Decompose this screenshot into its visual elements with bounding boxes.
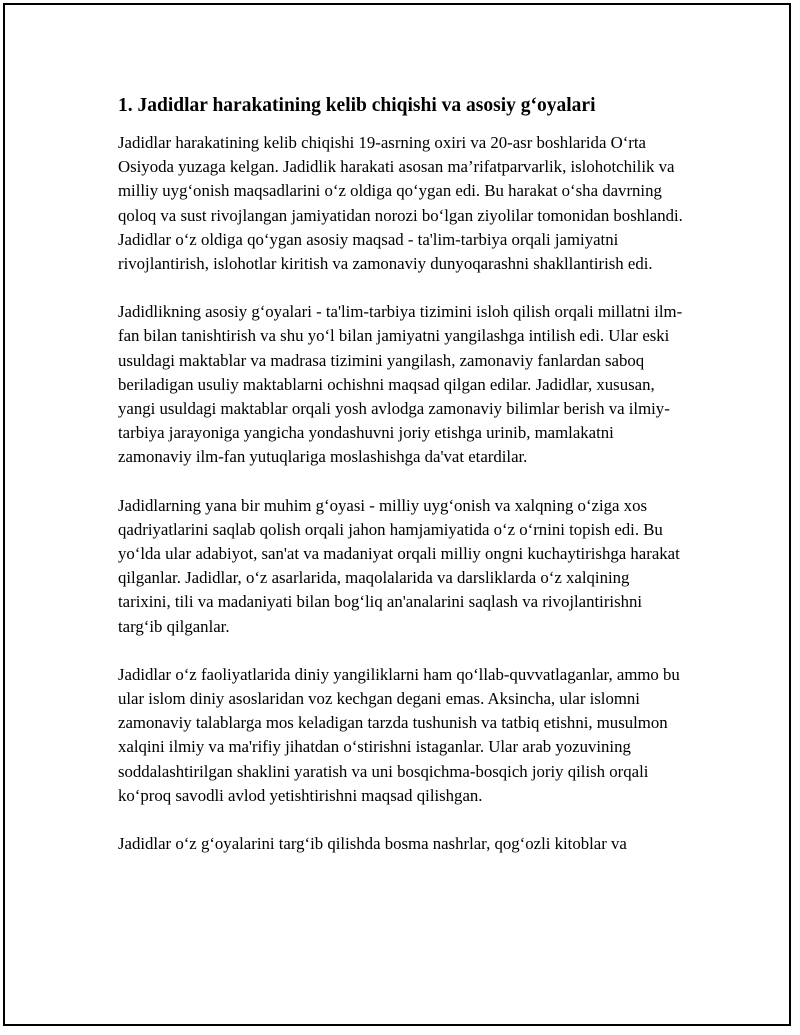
paragraph-1: Jadidlar harakatining kelib chiqishi 19-asrning oxiri va 20-asr boshlarida O‘rta Osiyoda yuzaga kelgan. Jadidlik harakati asosan ma’rifatparvarlik, islohotchilik va milliy uyg‘onish maqsadlarini o‘z oldiga qo‘ygan edi. Bu harakat o‘sha davrning qoloq va sust rivojlangan jamiyatidan norozi bo‘lgan ziyolilar tomonidan boshlandi. Jadidlar o‘z oldiga qo‘ygan asosiy maqsad - ta'lim-tarbiya orqali jamiyatni rivojlantirish, islohotlar kiritish va zamonaviy dunyoqarashni shakllantirish edi. (118, 133, 683, 274)
section-heading: 1. Jadidlar harakatining kelib chiqishi va asosiy g‘oyalari (118, 95, 596, 116)
paragraph-5: Jadidlar o‘z g‘oyalarini targ‘ib qilishda bosma nashrlar, qog‘ozli kitoblar va (118, 834, 627, 854)
paragraph-2: Jadidlikning asosiy g‘oyalari - ta'lim-tarbiya tizimini isloh qilish orqali millatni ilm-fan bilan tanishtirish va shu yo‘l bilan jamiyatni yangilashga intilish edi. Ular eski usuldagi maktablar va madrasa tizimini yangilash, zamonaviy fanlardan saboq beriladigan usuliy maktablarni ochishni maqsad qilgan edilar. Jadidlar, xususan, yangi usuldagi maktablar orqali yosh avlodga zamonaviy bilimlar berish va ilmiy-tarbiya jarayoniga yangicha yondashuvni joriy etishga urinib, mamlakatni zamonaviy ilm-fan yutuqlariga moslashishga da'vat etardilar. (118, 302, 683, 467)
document-body (118, 92, 683, 856)
paragraph-4: Jadidlar o‘z faoliyatlarida diniy yangiliklarni ham qo‘llab-quvvatlaganlar, ammo bu ular islom diniy asoslaridan voz kechgan degani emas. Aksincha, ular islomni zamonaviy talablarga mos keladigan tarzda tushunish va tatbiq etishni, musulmon xalqini ilmiy va ma'rifiy jihatdan o‘stirishni istaganlar. Ular arab yozuvining soddalashtirilgan shaklini yaratish va uni bosqichma-bosqich joriy qilish orqali ko‘proq savodli avlod yetishtirishni maqsad qilishgan. (118, 664, 680, 805)
paragraph-3: Jadidlarning yana bir muhim g‘oyasi - milliy uyg‘onish va xalqning o‘ziga xos qadriyatlarini saqlab qolish orqali jahon hamjamiyatida o‘z o‘rnini topish edi. Bu yo‘lda ular adabiyot, san'at va madaniyat orqali milliy ongni kuchaytirishga harakat qilganlar. Jadidlar, o‘z asarlarida, maqolalarida va darsliklarda o‘z xalqining tarixini, tili va madaniyati bilan bog‘liq an'analarini saqlash va rivojlantirishni targ‘ib qilganlar. (118, 495, 680, 636)
